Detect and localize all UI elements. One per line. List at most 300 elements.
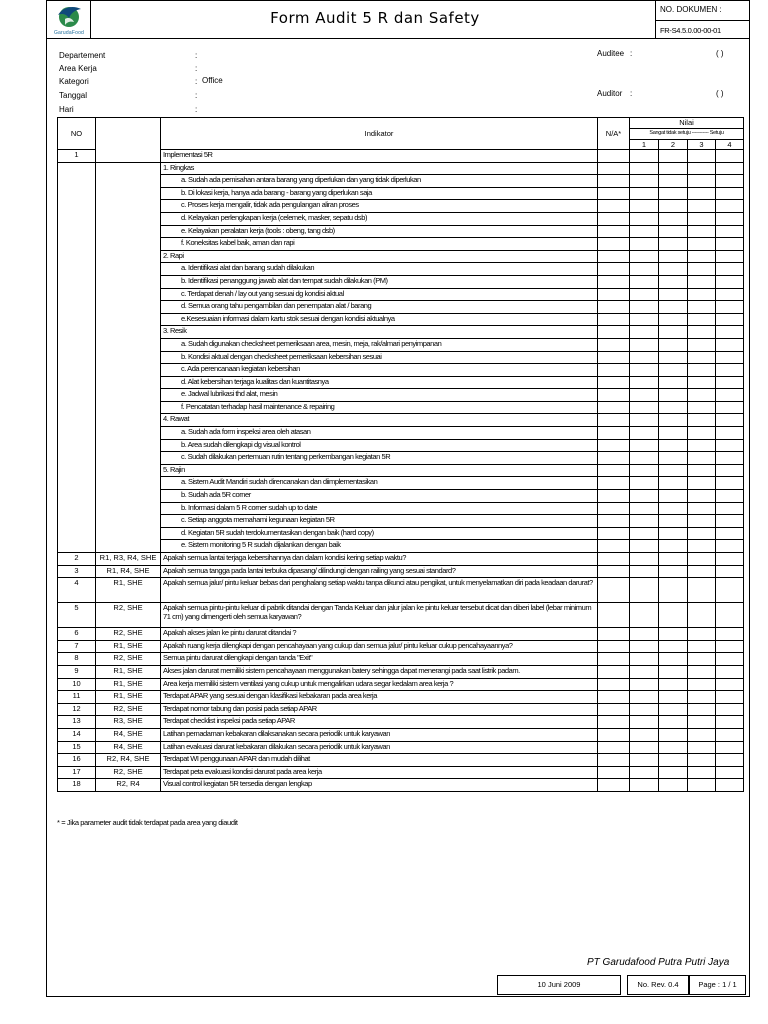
score-cell[interactable] (630, 527, 659, 540)
score-cell[interactable] (716, 401, 744, 414)
auditor-paren: ( ) (716, 89, 724, 98)
score-cell[interactable] (688, 766, 716, 779)
score-cell[interactable] (688, 376, 716, 389)
header-no: NO (58, 118, 96, 150)
row-no (58, 200, 96, 213)
score-cell[interactable] (630, 389, 659, 402)
score-cell[interactable] (659, 527, 688, 540)
score-cell[interactable] (630, 728, 659, 741)
table-row (58, 250, 744, 263)
score-cell[interactable] (716, 414, 744, 427)
row-no (58, 389, 96, 402)
score-cell[interactable] (716, 754, 744, 767)
score-cell[interactable] (716, 640, 744, 653)
score-cell[interactable] (630, 401, 659, 414)
row-no (58, 351, 96, 364)
score-cell[interactable] (659, 754, 688, 767)
na-cell[interactable] (598, 250, 630, 263)
score-cell[interactable] (630, 326, 659, 339)
score-cell[interactable] (688, 578, 716, 603)
score-cell[interactable] (630, 162, 659, 175)
score-cell[interactable] (716, 351, 744, 364)
na-cell[interactable] (598, 150, 630, 163)
row-ref (96, 515, 161, 528)
score-cell[interactable] (716, 691, 744, 704)
score-cell[interactable] (659, 716, 688, 729)
score-cell[interactable] (630, 628, 659, 641)
auditor-label: Auditor (597, 89, 623, 98)
score-cell[interactable] (688, 754, 716, 767)
score-cell[interactable] (630, 238, 659, 251)
score-cell[interactable] (630, 150, 659, 163)
score-cell[interactable] (716, 212, 744, 225)
score-cell[interactable] (659, 427, 688, 440)
score-cell[interactable] (630, 540, 659, 553)
company-name: PT Garudafood Putra Putri Jaya (587, 957, 730, 968)
score-cell[interactable] (716, 301, 744, 314)
score-cell[interactable] (659, 640, 688, 653)
na-cell[interactable] (598, 565, 630, 578)
score-cell[interactable] (716, 464, 744, 477)
score-cell[interactable] (659, 401, 688, 414)
score-cell[interactable] (659, 326, 688, 339)
score-cell[interactable] (659, 665, 688, 678)
score-cell[interactable] (659, 263, 688, 276)
score-cell[interactable] (716, 364, 744, 377)
na-cell[interactable] (598, 691, 630, 704)
area-kerja-label: Area Kerja (59, 64, 97, 73)
score-cell[interactable] (716, 490, 744, 503)
row-ref: R2, R4 (96, 779, 161, 792)
score-cell[interactable] (688, 779, 716, 792)
score-cell[interactable] (659, 565, 688, 578)
score-cell[interactable] (659, 691, 688, 704)
score-cell[interactable] (630, 640, 659, 653)
score-cell[interactable] (688, 540, 716, 553)
score-cell[interactable] (688, 653, 716, 666)
score-cell[interactable] (716, 540, 744, 553)
score-cell[interactable] (688, 427, 716, 440)
score-cell[interactable] (716, 527, 744, 540)
score-cell[interactable] (630, 301, 659, 314)
score-cell[interactable] (716, 338, 744, 351)
na-cell[interactable] (598, 364, 630, 377)
score-cell[interactable] (716, 502, 744, 515)
score-cell[interactable] (659, 678, 688, 691)
header-ref (96, 118, 161, 150)
score-cell[interactable] (659, 703, 688, 716)
score-cell[interactable] (688, 275, 716, 288)
score-cell[interactable] (716, 553, 744, 566)
na-cell[interactable] (598, 326, 630, 339)
score-cell[interactable] (688, 162, 716, 175)
indicator-item: Apakah akses jalan ke pintu darurat ditandai ? (161, 628, 598, 641)
audit-form-page (46, 0, 750, 997)
score-cell[interactable] (659, 653, 688, 666)
indicator-item: Latihan pemadaman kebakaran dilaksanakan secara periodik untuk karyawan (161, 728, 598, 741)
na-cell[interactable] (598, 175, 630, 188)
score-cell[interactable] (630, 678, 659, 691)
score-cell[interactable] (716, 653, 744, 666)
row-no: 13 (58, 716, 96, 729)
score-cell[interactable] (688, 678, 716, 691)
score-cell[interactable] (659, 364, 688, 377)
na-cell[interactable] (598, 766, 630, 779)
score-cell[interactable] (659, 275, 688, 288)
table-row (58, 414, 744, 427)
score-cell[interactable] (630, 175, 659, 188)
score-cell[interactable] (688, 301, 716, 314)
score-cell[interactable] (688, 527, 716, 540)
na-cell[interactable] (598, 515, 630, 528)
score-cell[interactable] (630, 225, 659, 238)
na-cell[interactable] (598, 603, 630, 628)
score-cell[interactable] (659, 578, 688, 603)
score-cell[interactable] (659, 200, 688, 213)
score-cell[interactable] (659, 628, 688, 641)
indicator-item: Akses jalan darurat memiliki sistem pencahayaan menggunakan batery sehingga dapat menerangi pada saat listrik padam. (161, 665, 598, 678)
na-cell[interactable] (598, 238, 630, 251)
score-cell[interactable] (688, 326, 716, 339)
score-cell[interactable] (716, 288, 744, 301)
score-cell[interactable] (716, 150, 744, 163)
table-row (58, 477, 744, 490)
score-cell[interactable] (659, 288, 688, 301)
score-cell[interactable] (716, 779, 744, 792)
score-cell[interactable] (716, 628, 744, 641)
score-cell[interactable] (716, 162, 744, 175)
departement-label: Departement (59, 51, 106, 60)
score-cell[interactable] (630, 703, 659, 716)
score-cell[interactable] (630, 212, 659, 225)
footer-revision: No. Rev. 0.4 (627, 975, 689, 995)
score-cell[interactable] (659, 187, 688, 200)
score-cell[interactable] (630, 665, 659, 678)
score-cell[interactable] (659, 376, 688, 389)
score-cell[interactable] (688, 288, 716, 301)
score-cell[interactable] (630, 691, 659, 704)
row-no (58, 225, 96, 238)
indicator-item: a. Sistem Audit Mandiri sudah direncanakan dan diimplementasikan (161, 477, 598, 490)
score-cell[interactable] (688, 553, 716, 566)
score-cell[interactable] (630, 490, 659, 503)
score-cell[interactable] (630, 414, 659, 427)
na-cell[interactable] (598, 628, 630, 641)
score-cell[interactable] (716, 703, 744, 716)
score-cell[interactable] (716, 250, 744, 263)
row-no (58, 238, 96, 251)
na-cell[interactable] (598, 275, 630, 288)
score-cell[interactable] (630, 338, 659, 351)
audit-table (57, 117, 744, 792)
indicator-item: Terdapat APAR yang sesuai dengan klasifikasi kebakaran pada area kerja (161, 691, 598, 704)
score-cell[interactable] (659, 779, 688, 792)
row-no (58, 527, 96, 540)
row-ref (96, 288, 161, 301)
score-cell[interactable] (688, 225, 716, 238)
score-cell[interactable] (688, 401, 716, 414)
score-cell[interactable] (688, 250, 716, 263)
document-number-box (655, 1, 749, 39)
score-cell[interactable] (630, 427, 659, 440)
score-cell[interactable] (688, 414, 716, 427)
indicator-item: Semua pintu darurat dilengkapi dengan tanda "Exit" (161, 653, 598, 666)
score-cell[interactable] (716, 326, 744, 339)
score-cell[interactable] (659, 603, 688, 628)
score-cell[interactable] (659, 238, 688, 251)
na-cell[interactable] (598, 502, 630, 515)
hari-label: Hari (59, 105, 74, 114)
score-cell[interactable] (688, 665, 716, 678)
score-cell[interactable] (688, 490, 716, 503)
score-cell[interactable] (688, 603, 716, 628)
score-cell[interactable] (630, 502, 659, 515)
score-cell[interactable] (716, 313, 744, 326)
score-cell[interactable] (630, 187, 659, 200)
score-cell[interactable] (688, 565, 716, 578)
row-no: 8 (58, 653, 96, 666)
score-cell[interactable] (630, 351, 659, 364)
score-cell[interactable] (716, 376, 744, 389)
score-cell[interactable] (688, 338, 716, 351)
score-cell[interactable] (659, 728, 688, 741)
auditee-colon: : (630, 49, 633, 58)
score-cell[interactable] (630, 741, 659, 754)
score-cell[interactable] (688, 238, 716, 251)
row-no (58, 338, 96, 351)
score-cell[interactable] (630, 263, 659, 276)
score-cell[interactable] (630, 578, 659, 603)
score-cell[interactable] (659, 766, 688, 779)
score-cell[interactable] (630, 200, 659, 213)
score-cell[interactable] (716, 200, 744, 213)
score-cell[interactable] (688, 364, 716, 377)
na-cell[interactable] (598, 578, 630, 603)
score-cell[interactable] (688, 212, 716, 225)
score-cell[interactable] (716, 578, 744, 603)
na-cell[interactable] (598, 779, 630, 792)
score-cell[interactable] (659, 490, 688, 503)
score-cell[interactable] (716, 187, 744, 200)
na-cell[interactable] (598, 477, 630, 490)
score-cell[interactable] (688, 716, 716, 729)
score-cell[interactable] (688, 263, 716, 276)
table-row (58, 376, 744, 389)
na-cell[interactable] (598, 288, 630, 301)
na-cell[interactable] (598, 653, 630, 666)
score-cell[interactable] (716, 238, 744, 251)
score-cell[interactable] (688, 741, 716, 754)
score-cell[interactable] (630, 716, 659, 729)
na-cell[interactable] (598, 389, 630, 402)
score-cell[interactable] (659, 540, 688, 553)
table-row (58, 565, 744, 578)
score-cell[interactable] (716, 175, 744, 188)
score-cell[interactable] (716, 452, 744, 465)
na-cell[interactable] (598, 728, 630, 741)
score-cell[interactable] (688, 175, 716, 188)
garuda-bird-icon (55, 3, 83, 29)
score-cell[interactable] (659, 477, 688, 490)
score-cell[interactable] (630, 250, 659, 263)
score-cell[interactable] (630, 477, 659, 490)
row-no (58, 212, 96, 225)
row-no: 4 (58, 578, 96, 603)
score-cell[interactable] (716, 225, 744, 238)
score-cell[interactable] (716, 741, 744, 754)
score-cell[interactable] (688, 464, 716, 477)
indicator-item: Terdapat nomor tabung dan posisi pada setiap APAR (161, 703, 598, 716)
score-cell[interactable] (688, 452, 716, 465)
na-cell[interactable] (598, 527, 630, 540)
score-cell[interactable] (688, 628, 716, 641)
na-cell[interactable] (598, 376, 630, 389)
score-cell[interactable] (688, 439, 716, 452)
score-cell[interactable] (659, 414, 688, 427)
score-cell[interactable] (688, 502, 716, 515)
na-cell[interactable] (598, 665, 630, 678)
auditor-colon: : (630, 89, 633, 98)
score-cell[interactable] (716, 716, 744, 729)
score-cell[interactable] (716, 603, 744, 628)
score-cell[interactable] (659, 175, 688, 188)
na-cell[interactable] (598, 716, 630, 729)
table-row (58, 439, 744, 452)
score-cell[interactable] (630, 313, 659, 326)
score-cell[interactable] (688, 200, 716, 213)
na-cell[interactable] (598, 313, 630, 326)
na-cell[interactable] (598, 263, 630, 276)
score-cell[interactable] (716, 665, 744, 678)
score-cell[interactable] (659, 464, 688, 477)
score-cell[interactable] (659, 502, 688, 515)
na-cell[interactable] (598, 200, 630, 213)
na-cell[interactable] (598, 703, 630, 716)
score-cell[interactable] (630, 754, 659, 767)
score-cell[interactable] (688, 313, 716, 326)
score-cell[interactable] (630, 515, 659, 528)
indicator-item: f. Koneksitas kabel baik, aman dan rapi (161, 238, 598, 251)
score-cell[interactable] (716, 766, 744, 779)
na-cell[interactable] (598, 162, 630, 175)
na-cell[interactable] (598, 225, 630, 238)
na-cell[interactable] (598, 427, 630, 440)
score-cell[interactable] (688, 477, 716, 490)
na-cell[interactable] (598, 351, 630, 364)
na-cell[interactable] (598, 490, 630, 503)
score-cell[interactable] (659, 313, 688, 326)
score-cell[interactable] (630, 364, 659, 377)
row-no (58, 401, 96, 414)
score-cell[interactable] (659, 150, 688, 163)
score-cell[interactable] (659, 389, 688, 402)
na-cell[interactable] (598, 414, 630, 427)
score-cell[interactable] (630, 565, 659, 578)
table-row (58, 691, 744, 704)
score-cell[interactable] (630, 464, 659, 477)
indicator-item: Apakah semua tangga pada lantai terbuka dipasang/ dilindungi dengan railing yang sesuai standard? (161, 565, 598, 578)
score-cell[interactable] (716, 439, 744, 452)
score-cell[interactable] (630, 603, 659, 628)
score-cell[interactable] (716, 678, 744, 691)
score-cell[interactable] (716, 565, 744, 578)
row-ref: R2, SHE (96, 766, 161, 779)
na-cell[interactable] (598, 640, 630, 653)
score-cell[interactable] (659, 162, 688, 175)
indicator-item: e. Jadwal lubrikasi thd alat, mesin (161, 389, 598, 402)
score-cell[interactable] (630, 553, 659, 566)
na-cell[interactable] (598, 678, 630, 691)
na-cell[interactable] (598, 439, 630, 452)
score-cell[interactable] (716, 477, 744, 490)
audit-table-body (58, 150, 744, 792)
indicator-item: a. Identifikasi alat dan barang sudah dilakukan (161, 263, 598, 276)
score-cell[interactable] (688, 640, 716, 653)
score-cell[interactable] (688, 150, 716, 163)
score-cell[interactable] (716, 515, 744, 528)
table-row (58, 175, 744, 188)
na-cell[interactable] (598, 338, 630, 351)
na-cell[interactable] (598, 187, 630, 200)
score-cell[interactable] (688, 351, 716, 364)
na-cell[interactable] (598, 301, 630, 314)
score-cell[interactable] (659, 250, 688, 263)
score-cell[interactable] (688, 728, 716, 741)
score-cell[interactable] (630, 439, 659, 452)
na-cell[interactable] (598, 540, 630, 553)
score-cell[interactable] (716, 263, 744, 276)
table-row (58, 389, 744, 402)
score-cell[interactable] (630, 766, 659, 779)
row-ref (96, 351, 161, 364)
score-cell[interactable] (630, 288, 659, 301)
na-cell[interactable] (598, 452, 630, 465)
score-cell[interactable] (659, 301, 688, 314)
score-cell[interactable] (659, 338, 688, 351)
score-cell[interactable] (659, 515, 688, 528)
score-cell[interactable] (659, 351, 688, 364)
score-cell[interactable] (630, 275, 659, 288)
score-cell[interactable] (630, 376, 659, 389)
score-cell[interactable] (688, 515, 716, 528)
score-cell[interactable] (659, 452, 688, 465)
score-cell[interactable] (659, 225, 688, 238)
score-cell[interactable] (716, 728, 744, 741)
score-cell[interactable] (688, 187, 716, 200)
score-cell[interactable] (688, 703, 716, 716)
na-cell[interactable] (598, 464, 630, 477)
score-cell[interactable] (716, 389, 744, 402)
score-cell[interactable] (659, 553, 688, 566)
na-cell[interactable] (598, 741, 630, 754)
score-cell[interactable] (659, 212, 688, 225)
score-cell[interactable] (688, 389, 716, 402)
row-no (58, 464, 96, 477)
na-cell[interactable] (598, 212, 630, 225)
score-cell[interactable] (716, 427, 744, 440)
na-cell[interactable] (598, 401, 630, 414)
score-cell[interactable] (659, 439, 688, 452)
score-cell[interactable] (688, 691, 716, 704)
departement-colon: : (195, 51, 198, 60)
score-cell[interactable] (630, 653, 659, 666)
score-cell[interactable] (716, 275, 744, 288)
score-cell[interactable] (630, 452, 659, 465)
score-cell[interactable] (630, 779, 659, 792)
na-cell[interactable] (598, 553, 630, 566)
score-cell[interactable] (659, 741, 688, 754)
na-cell[interactable] (598, 754, 630, 767)
